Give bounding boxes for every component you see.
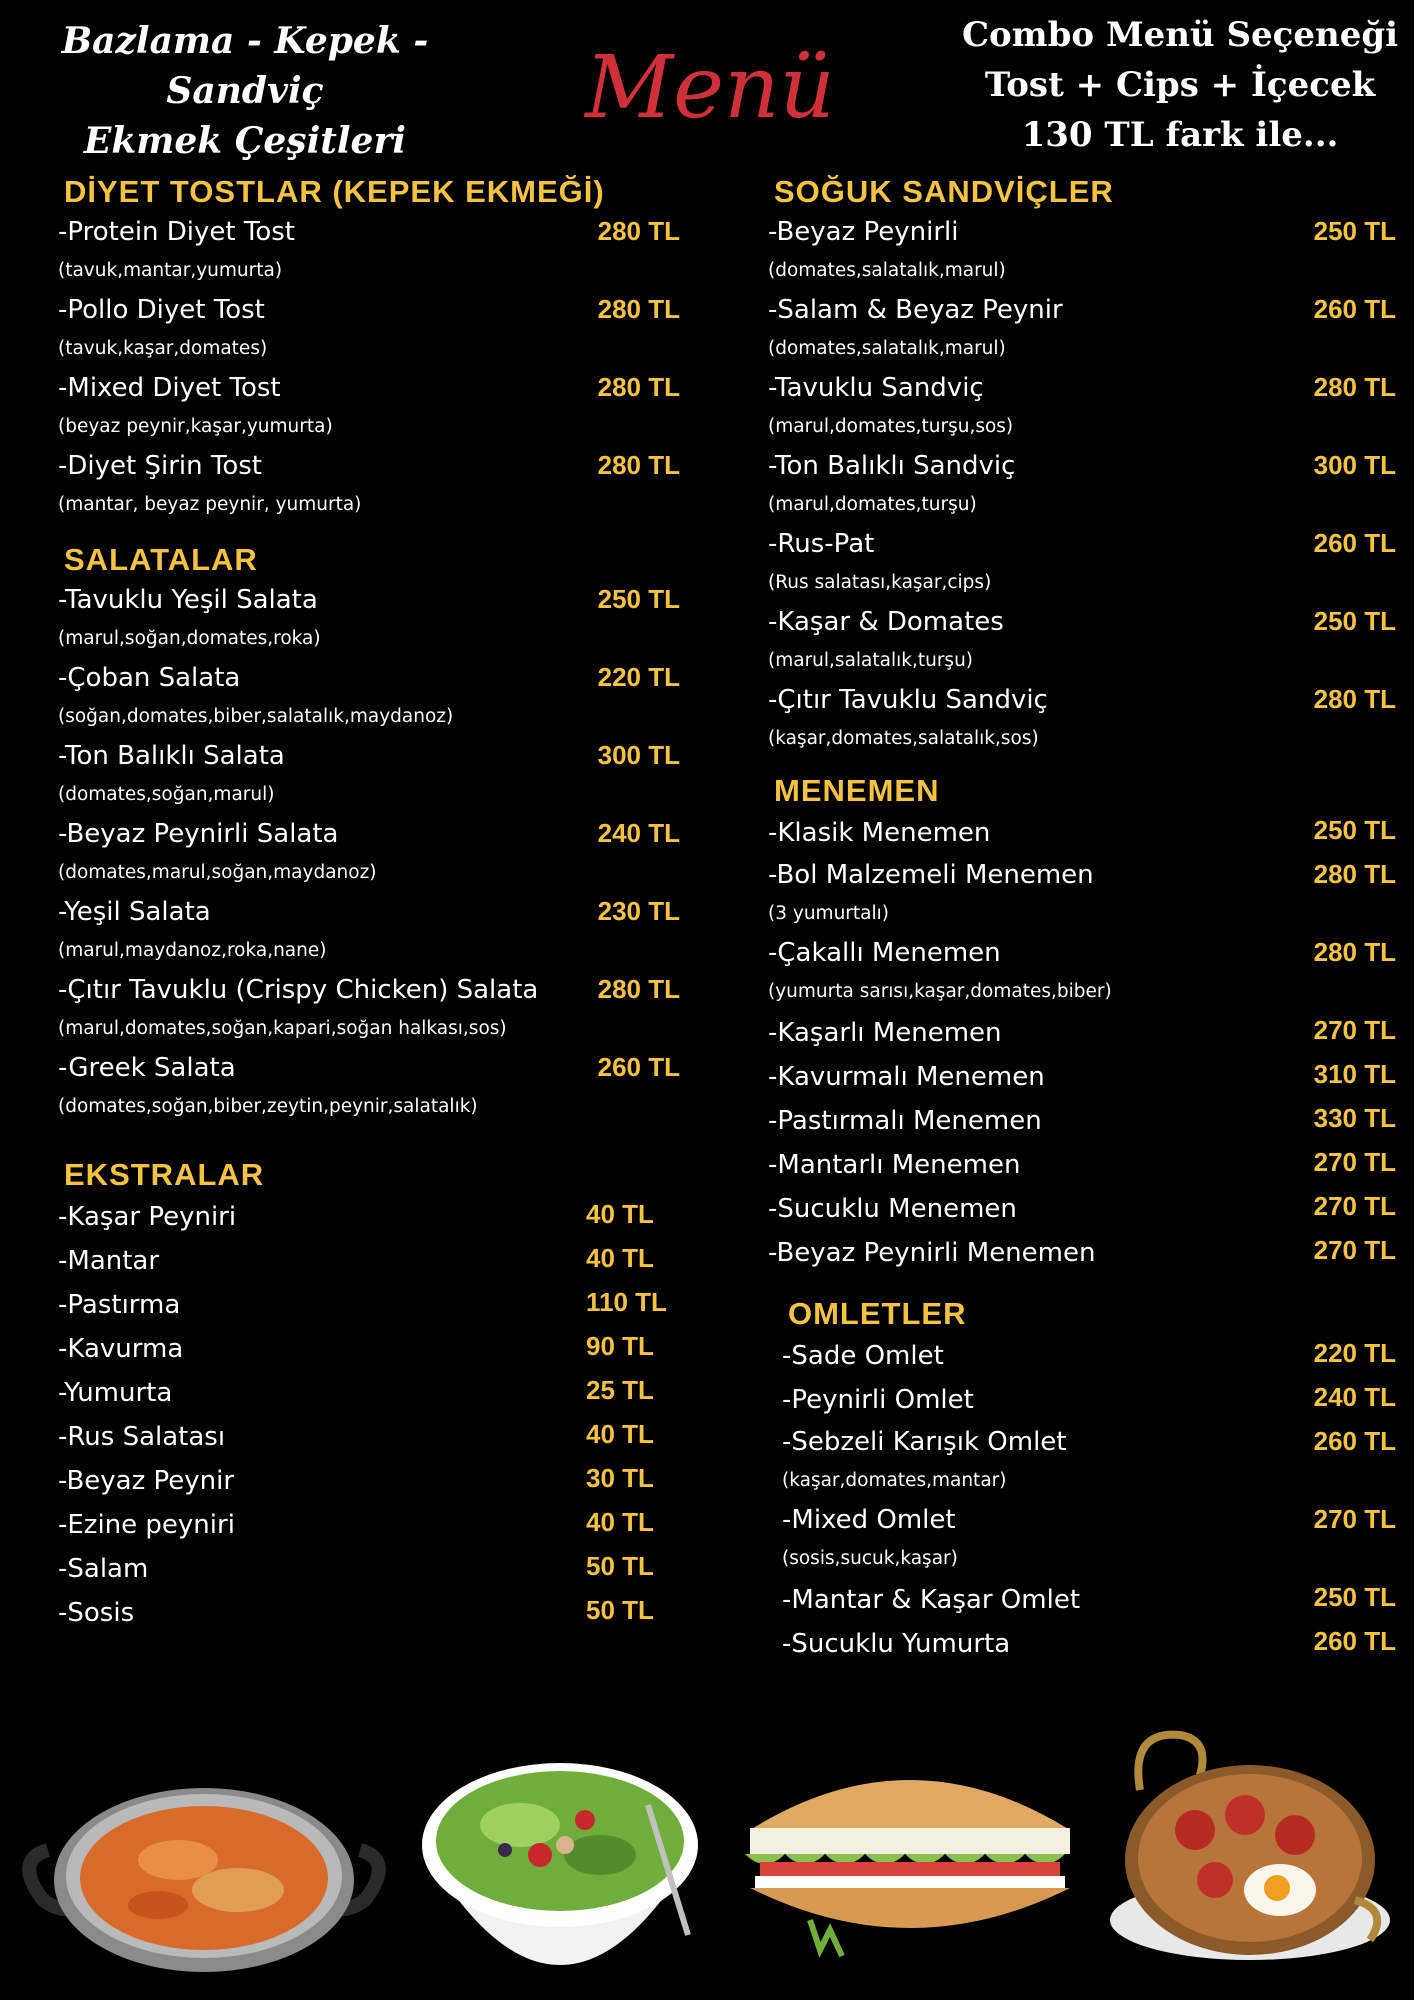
combo-line3: 130 TL fark ile... [1021,115,1339,155]
item-price: 280 TL [1313,372,1396,402]
item-price: 250 TL [597,584,680,614]
item-name: -Beyaz Peynirli Salata [58,819,339,849]
section-omletler [782,1294,1396,1666]
item-name: -Kavurma [58,1334,184,1364]
menu-item [782,1500,1396,1578]
menu-item [58,290,678,368]
menu-item [58,368,678,446]
item-price: 25 TL [586,1375,654,1405]
item-name: -Sosis [58,1598,135,1628]
menu-item [768,524,1396,602]
menu-item [768,446,1396,524]
item-name: -Pastırmalı Menemen [768,1106,1042,1136]
menu-item [768,1187,1396,1231]
item-price: 250 TL [1313,606,1396,636]
item-price: 110 TL [586,1287,667,1317]
item-list [782,1334,1396,1666]
menu-item [782,1422,1396,1500]
menu-item [768,855,1396,933]
item-name: -Beyaz Peynirli Menemen [768,1238,1096,1268]
item-price: 250 TL [1313,815,1396,845]
menu-item [768,290,1396,368]
item-price: 90 TL [586,1331,654,1361]
item-price: 40 TL [586,1507,654,1537]
item-price: 270 TL [1313,1147,1396,1177]
menu-item [58,1503,678,1547]
item-name: -Çoban Salata [58,663,241,693]
item-price: 220 TL [597,662,680,692]
menu-item [58,1547,678,1591]
item-name: -Tavuklu Sandviç [768,373,984,403]
item-list [58,1195,678,1635]
menu-item [58,580,678,658]
item-ingredients: (domates,soğan,marul) [58,784,275,805]
item-name: -Yeşil Salata [58,897,211,927]
item-name: -Çıtır Tavuklu (Crispy Chicken) Salata [58,975,539,1005]
menu-item [768,1011,1396,1055]
item-ingredients: (domates,salatalık,marul) [768,338,1006,359]
item-price: 300 TL [1313,450,1396,480]
item-name: -Kaşar Peyniri [58,1202,237,1232]
item-name: -Beyaz Peynir [58,1466,235,1496]
item-name: -Klasik Menemen [768,818,991,848]
item-price: 330 TL [1313,1103,1396,1133]
item-price: 250 TL [1313,1582,1396,1612]
item-name: -Bol Malzemeli Menemen [768,860,1094,890]
section-title: MENEMEN [774,773,940,808]
menu-item [768,1099,1396,1143]
item-ingredients: (marul,maydanoz,roka,nane) [58,940,327,961]
item-name: -Pastırma [58,1290,181,1320]
item-price: 280 TL [1313,684,1396,714]
menu-item [58,1048,678,1126]
menu-item [782,1622,1396,1666]
header-combo-offer [955,10,1405,160]
item-price: 270 TL [1313,1235,1396,1265]
item-name: -Mantar & Kaşar Omlet [782,1585,1081,1615]
menu-item [768,933,1396,1011]
item-name: -Yumurta [58,1378,173,1408]
menu-item [58,970,678,1048]
item-price: 40 TL [586,1419,654,1449]
menu-item [58,1195,678,1239]
item-list [58,212,678,524]
item-price: 240 TL [1313,1382,1396,1412]
item-ingredients: (sosis,sucuk,kaşar) [782,1548,958,1569]
menu-item [768,1055,1396,1099]
food-photos [0,1720,1414,1980]
combo-line2: Tost + Cips + İçecek [984,65,1376,105]
menu-item [768,602,1396,680]
item-name: -Peynirli Omlet [782,1385,974,1415]
item-ingredients: (marul,domates,turşu,sos) [768,416,1014,437]
item-price: 270 TL [1313,1015,1396,1045]
menu-item [768,1231,1396,1275]
item-ingredients: (tavuk,kaşar,domates) [58,338,268,359]
item-price: 50 TL [586,1551,654,1581]
item-list [58,580,678,1126]
menu-item [768,1143,1396,1187]
item-price: 280 TL [1313,859,1396,889]
item-price: 220 TL [1313,1338,1396,1368]
menu-item [782,1378,1396,1422]
item-name: -Beyaz Peynirli [768,217,959,247]
item-name: -Kavurmalı Menemen [768,1062,1045,1092]
item-ingredients: (tavuk,mantar,yumurta) [58,260,283,281]
header-bread-types [10,16,480,166]
menu-item [768,368,1396,446]
menu-item [768,811,1396,855]
menu-item [58,736,678,814]
item-list [768,811,1396,1275]
menu-item [58,1327,678,1371]
item-price: 260 TL [1313,1426,1396,1456]
item-price: 310 TL [1313,1059,1396,1089]
item-name: -Mixed Diyet Tost [58,373,281,403]
item-name: -Mixed Omlet [782,1505,956,1535]
item-name: -Ton Balıklı Sandviç [768,451,1016,481]
item-name: -Sade Omlet [782,1341,944,1371]
item-price: 260 TL [597,1052,680,1082]
menemen-pan-image [18,1740,390,1980]
item-ingredients: (marul,soğan,domates,roka) [58,628,321,649]
item-price: 40 TL [586,1243,654,1273]
item-ingredients: (Rus salatası,kaşar,cips) [768,572,992,593]
item-price: 260 TL [1313,294,1396,324]
section-title: SOĞUK SANDVİÇLER [774,174,1114,209]
menu-item [58,446,678,524]
section-salatalar [58,540,678,1126]
item-name: -Sucuklu Menemen [768,1194,1017,1224]
item-name: -Diyet Şirin Tost [58,451,262,481]
item-name: -Çıtır Tavuklu Sandviç [768,685,1048,715]
menu-item [58,1591,678,1635]
item-price: 250 TL [1313,216,1396,246]
item-name: -Ezine peyniri [58,1510,235,1540]
item-name: -Ton Balıklı Salata [58,741,285,771]
menu-title: Menü [585,38,835,138]
sucuk-egg-pan-image [1105,1720,1395,1980]
item-name: -Salam & Beyaz Peynir [768,295,1063,325]
menu-item [58,212,678,290]
item-price: 50 TL [586,1595,654,1625]
item-name: -Protein Diyet Tost [58,217,295,247]
item-ingredients: (mantar, beyaz peynir, yumurta) [58,494,362,515]
section-title: OMLETLER [788,1296,967,1331]
item-price: 300 TL [597,740,680,770]
item-ingredients: (soğan,domates,biber,salatalık,maydanoz) [58,706,454,727]
item-name: -Mantar [58,1246,160,1276]
menu-item [58,1415,678,1459]
item-price: 280 TL [597,450,680,480]
item-price: 270 TL [1313,1504,1396,1534]
menu-item [58,1459,678,1503]
item-name: -Çakallı Menemen [768,938,1001,968]
item-price: 230 TL [597,896,680,926]
item-price: 270 TL [1313,1191,1396,1221]
section-soguk-sandvicler [768,172,1396,758]
header-bread-line1: Bazlama - Kepek - Sandviç [61,20,429,112]
item-ingredients: (3 yumurtalı) [768,903,889,924]
menu-item [58,814,678,892]
item-name: -Rus Salatası [58,1422,226,1452]
item-ingredients: (domates,marul,soğan,maydanoz) [58,862,377,883]
item-price: 280 TL [597,372,680,402]
menu-item [58,658,678,736]
menu-item [768,212,1396,290]
item-name: -Tavuklu Yeşil Salata [58,585,318,615]
item-price: 260 TL [1313,528,1396,558]
item-list [768,212,1396,758]
sandwich-image [730,1750,1090,1970]
item-price: 280 TL [597,974,680,1004]
combo-line1: Combo Menü Seçeneği [961,15,1399,55]
item-ingredients: (yumurta sarısı,kaşar,domates,biber) [768,981,1112,1002]
section-menemen [768,771,1396,1275]
item-name: -Greek Salata [58,1053,236,1083]
menu-item [58,892,678,970]
section-title: EKSTRALAR [64,1157,265,1192]
menu-item [58,1283,678,1327]
section-diyet-tostlar [58,172,678,524]
item-ingredients: (domates,salatalık,marul) [768,260,1006,281]
item-name: -Mantarlı Menemen [768,1150,1021,1180]
item-ingredients: (marul,domates,turşu) [768,494,977,515]
item-ingredients: (marul,domates,soğan,kapari,soğan halkası,sos) [58,1018,507,1039]
menu-item [782,1578,1396,1622]
section-title: DİYET TOSTLAR (KEPEK EKMEĞİ) [64,174,605,209]
item-price: 280 TL [1313,937,1396,967]
menu-item [768,680,1396,758]
item-name: -Pollo Diyet Tost [58,295,265,325]
item-ingredients: (beyaz peynir,kaşar,yumurta) [58,416,333,437]
item-price: 280 TL [597,216,680,246]
item-price: 30 TL [586,1463,654,1493]
menu-item [58,1239,678,1283]
item-name: -Rus-Pat [768,529,875,559]
section-title: SALATALAR [64,542,258,577]
section-ekstralar [58,1155,678,1635]
item-ingredients: (kaşar,domates,mantar) [782,1470,1007,1491]
item-name: -Sucuklu Yumurta [782,1629,1011,1659]
item-name: -Kaşar & Domates [768,607,1004,637]
salad-bowl-image [410,1745,710,1975]
header-bread-line2: Ekmek Çeşitleri [83,120,407,162]
item-name: -Kaşarlı Menemen [768,1018,1002,1048]
menu-item [58,1371,678,1415]
item-name: -Sebzeli Karışık Omlet [782,1427,1067,1457]
item-price: 40 TL [586,1199,654,1229]
item-ingredients: (kaşar,domates,salatalık,sos) [768,728,1039,749]
item-ingredients: (marul,salatalık,turşu) [768,650,974,671]
item-price: 260 TL [1313,1626,1396,1656]
item-price: 240 TL [597,818,680,848]
item-ingredients: (domates,soğan,biber,zeytin,peynir,salatalık) [58,1096,478,1117]
menu-item [782,1334,1396,1378]
item-name: -Salam [58,1554,149,1584]
item-price: 280 TL [597,294,680,324]
